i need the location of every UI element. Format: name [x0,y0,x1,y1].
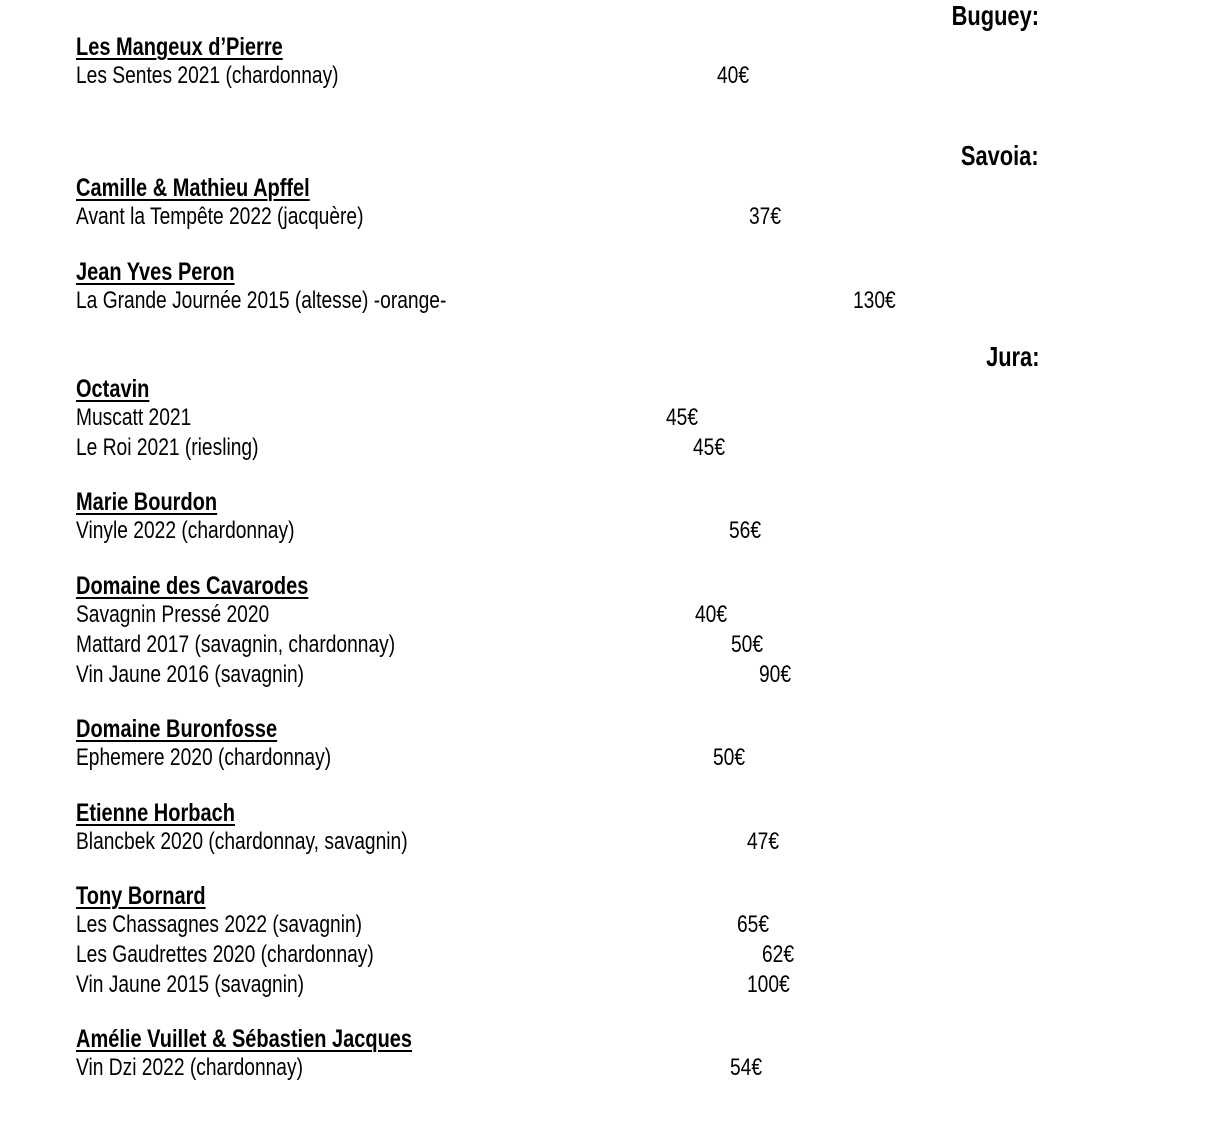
wine-price: 54€ [730,1054,763,1081]
producer-name: Domaine Buronfosse [76,715,278,743]
wine-name: Le Roi 2021 (riesling) [76,434,259,461]
region-heading-jura: Jura: [985,341,1039,372]
wine-price: 45€ [693,434,726,461]
wine-price: 40€ [695,601,728,628]
wine-price: 90€ [759,661,792,688]
wine-price: 56€ [729,517,762,544]
wine-name: Les Chassagnes 2022 (savagnin) [76,911,363,938]
wine-price: 50€ [731,631,764,658]
wine-price: 62€ [762,941,795,968]
wine-price: 45€ [666,404,699,431]
producer-name: Tony Bornard [76,882,206,910]
producer-name: Domaine des Cavarodes [76,572,309,600]
producer-name: Jean Yves Peron [76,258,235,286]
wine-name: Vin Jaune 2016 (savagnin) [76,661,305,688]
wine-name: Muscatt 2021 [76,404,192,431]
producer-name: Marie Bourdon [76,488,218,516]
wine-name: Ephemere 2020 (chardonnay) [76,744,332,771]
region-heading-savoia: Savoia: [961,140,1039,171]
producer-name: Les Mangeux d’Pierre [76,33,283,61]
wine-price: 40€ [717,62,750,89]
wine-name: Vin Dzi 2022 (chardonnay) [76,1054,303,1081]
wine-price: 50€ [713,744,746,771]
wine-name: Vinyle 2022 (chardonnay) [76,517,295,544]
producer-name: Camille & Mathieu Apffel [76,174,310,202]
region-heading-buguey: Buguey: [951,0,1039,31]
wine-price: 100€ [747,971,790,998]
wine-price: 47€ [747,828,780,855]
producer-name: Etienne Horbach [76,799,235,827]
wine-name: Avant la Tempête 2022 (jacquère) [76,203,364,230]
wine-name: Vin Jaune 2015 (savagnin) [76,971,305,998]
producer-name: Amélie Vuillet & Sébastien Jacques [76,1025,413,1053]
wine-name: La Grande Journée 2015 (altesse) -orange- [76,287,447,314]
wine-price: 130€ [853,287,896,314]
wine-name: Les Gaudrettes 2020 (chardonnay) [76,941,374,968]
producer-name: Octavin [76,375,150,403]
wine-price: 37€ [749,203,782,230]
wine-name: Mattard 2017 (savagnin, chardonnay) [76,631,396,658]
wine-name: Savagnin Pressé 2020 [76,601,270,628]
wine-name: Les Sentes 2021 (chardonnay) [76,62,339,89]
wine-name: Blancbek 2020 (chardonnay, savagnin) [76,828,408,855]
wine-price: 65€ [737,911,770,938]
